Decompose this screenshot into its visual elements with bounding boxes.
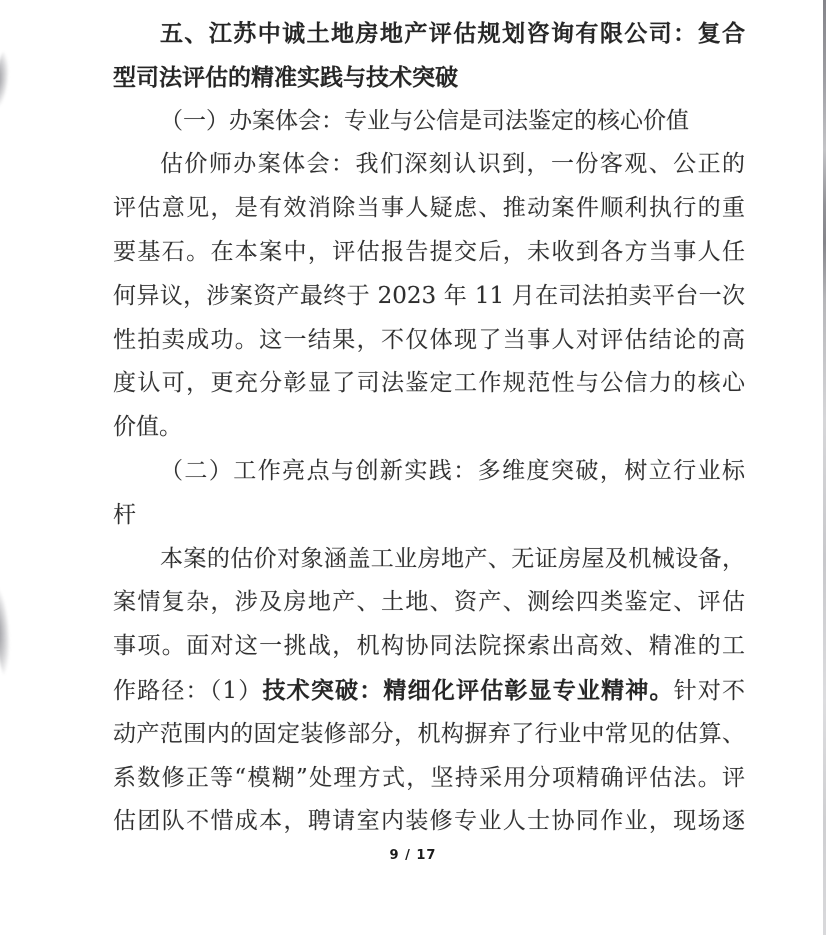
text-line: （一）办案体会：专业与公信是司法鉴定的核心价值 bbox=[160, 107, 689, 134]
text-line: 估团队不惜成本，聘请室内装修专业人士协同作业，现场逐 bbox=[113, 808, 745, 835]
text-line: 系数修正等“模糊”处理方式，坚持采用分项精确评估法。评 bbox=[113, 764, 745, 791]
scan-smudge-top bbox=[0, 50, 11, 111]
text-segment: 针对不 bbox=[673, 677, 745, 704]
text-line: 价值。 bbox=[113, 414, 182, 441]
text-line: 性拍卖成功。这一结果，不仅体现了当事人对评估结论的高 bbox=[113, 326, 745, 353]
text-segment: 作路径：（1） bbox=[113, 677, 263, 704]
text-line bbox=[113, 669, 745, 713]
page-number: 9 / 17 bbox=[389, 848, 437, 863]
heading-line: 型司法评估的精准实践与技术突破 bbox=[113, 63, 458, 91]
text-line: 度认可，更充分彰显了司法鉴定工作规范性与公信力的核心 bbox=[113, 370, 745, 397]
text-line: 要基石。在本案中，评估报告提交后，未收到各方当事人任 bbox=[113, 238, 745, 265]
text-line: 本案的估价对象涵盖工业房地产、无证房屋及机械设备， bbox=[160, 545, 745, 572]
bold-segment: 技术突破：精细化评估彰显专业精神。 bbox=[262, 676, 674, 704]
text-line: 动产范围内的固定装修部分，机构摒弃了行业中常见的估算、 bbox=[113, 720, 745, 747]
text-line: 事项。面对这一挑战，机构协同法院探索出高效、精准的工 bbox=[113, 633, 745, 660]
text-block bbox=[113, 12, 745, 844]
scan-smudge-middle bbox=[0, 585, 12, 678]
text-line: 评估意见，是有效消除当事人疑虑、推动案件顺利执行的重 bbox=[113, 195, 745, 222]
text-line: 杆 bbox=[113, 501, 136, 528]
text-line: （二）工作亮点与创新实践：多维度突破，树立行业标 bbox=[160, 457, 745, 484]
text-line: 案情复杂，涉及房地产、土地、资产、测绘四类鉴定、评估 bbox=[113, 589, 745, 616]
heading-line: 五、江苏中诚土地房地产评估规划咨询有限公司：复合 bbox=[160, 20, 745, 47]
text-line: 估价师办案体会：我们深刻认识到，一份客观、公正的 bbox=[160, 151, 745, 178]
text-line: 何异议，涉案资产最终于 2023 年 11 月在司法拍卖平台一次 bbox=[113, 282, 745, 309]
